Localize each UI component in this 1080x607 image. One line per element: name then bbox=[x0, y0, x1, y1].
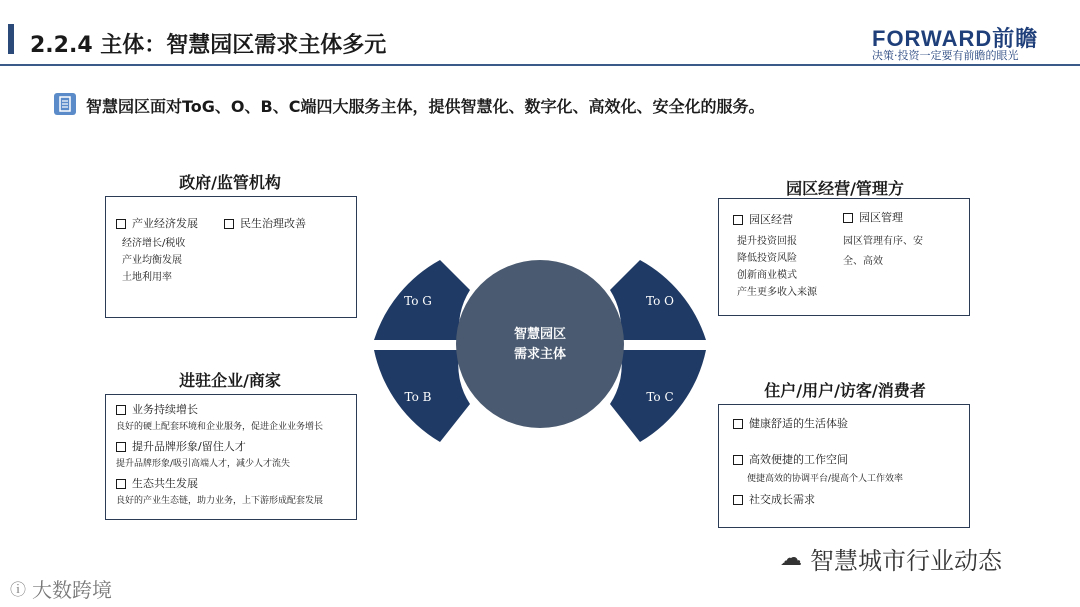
park-sub-5: 园区管理有序、安 bbox=[843, 236, 923, 247]
resident-heading: 住户/用户/访客/消费者 bbox=[764, 381, 926, 400]
label-to-b: To B bbox=[404, 390, 432, 404]
center-label bbox=[480, 325, 600, 365]
gov-sub-3: 土地利用率 bbox=[122, 272, 172, 283]
page-title: 2.2.4 主体：智慧园区需求主体多元 bbox=[30, 33, 387, 58]
biz-item-3: 生态共生发展 bbox=[116, 475, 198, 493]
biz-sub-2: 提升品牌形象/吸引高端人才，减少人才流失 bbox=[116, 459, 291, 469]
resident-item-1: 健康舒适的生活体验 bbox=[733, 415, 848, 433]
center-line-1: 智慧园区 bbox=[513, 327, 566, 342]
resident-sub-1: 便捷高效的协调平台/提高个人工作效率 bbox=[747, 474, 904, 484]
biz-heading: 进驻企业/商家 bbox=[179, 371, 281, 390]
label-to-c: To C bbox=[646, 390, 674, 404]
left-footer-brand: ⓘ 大数跨境 bbox=[10, 578, 113, 602]
park-heading: 园区经营/管理方 bbox=[786, 179, 904, 198]
resident-item-3: 社交成长需求 bbox=[733, 491, 815, 509]
wechat-icon: ☁ bbox=[780, 546, 802, 571]
checkbox-icon bbox=[733, 419, 743, 429]
checkbox-icon bbox=[733, 215, 743, 225]
checkbox-icon bbox=[224, 219, 234, 229]
brand-logo: FORWARD前瞻 bbox=[872, 26, 1039, 51]
brand-mark-icon: ⓘ bbox=[10, 580, 27, 599]
brand-slogan: 决策·投资一定要有前瞻的眼光 bbox=[872, 49, 1019, 62]
biz-item-2: 提升品牌形象/留住人才 bbox=[116, 438, 246, 456]
biz-sub-1: 良好的硬上配套环境和企业服务，促进企业业务增长 bbox=[116, 422, 324, 432]
biz-item-1: 业务持续增长 bbox=[116, 401, 198, 419]
gov-box bbox=[105, 196, 357, 318]
checkbox-icon bbox=[116, 479, 126, 489]
park-sub-4: 产生更多收入来源 bbox=[737, 287, 817, 298]
park-item-1: 园区经营 bbox=[733, 211, 793, 229]
gov-sub-2: 产业均衡发展 bbox=[122, 255, 182, 266]
park-box bbox=[718, 198, 970, 316]
biz-box bbox=[105, 394, 357, 520]
label-to-o: To O bbox=[646, 294, 674, 308]
biz-sub-3: 良好的产业生态链，助力业务，上下游形成配套发展 bbox=[116, 496, 324, 506]
label-to-g: To G bbox=[404, 294, 432, 308]
park-sub-1: 提升投资回报 bbox=[737, 236, 797, 247]
gov-sub-1: 经济增长/税收 bbox=[122, 238, 186, 249]
right-footer-brand: ☁ 智慧城市行业动态 bbox=[780, 546, 1002, 575]
center-line-2: 需求主体 bbox=[513, 347, 566, 362]
park-sub-2: 降低投资风险 bbox=[737, 253, 797, 264]
header-accent-bar bbox=[8, 24, 14, 54]
checkbox-icon bbox=[843, 213, 853, 223]
gov-heading: 政府/监管机构 bbox=[179, 173, 281, 192]
park-sub-6: 全、高效 bbox=[843, 256, 883, 267]
checkbox-icon bbox=[116, 219, 126, 229]
park-item-2: 园区管理 bbox=[843, 209, 903, 227]
checkbox-icon bbox=[116, 405, 126, 415]
park-sub-3: 创新商业模式 bbox=[737, 270, 797, 281]
gov-item-2: 民生治理改善 bbox=[224, 215, 306, 233]
resident-item-2: 高效便捷的工作空间 bbox=[733, 451, 848, 469]
intro-text: 智慧园区面对ToG、O、B、C端四大服务主体，提供智慧化、数字化、高效化、安全化的服务。 bbox=[86, 97, 765, 116]
checkbox-icon bbox=[733, 495, 743, 505]
document-icon bbox=[54, 93, 76, 115]
checkbox-icon bbox=[733, 455, 743, 465]
checkbox-icon bbox=[116, 442, 126, 452]
header-divider bbox=[0, 64, 1080, 66]
resident-box bbox=[718, 404, 970, 528]
gov-item-1: 产业经济发展 bbox=[116, 215, 198, 233]
